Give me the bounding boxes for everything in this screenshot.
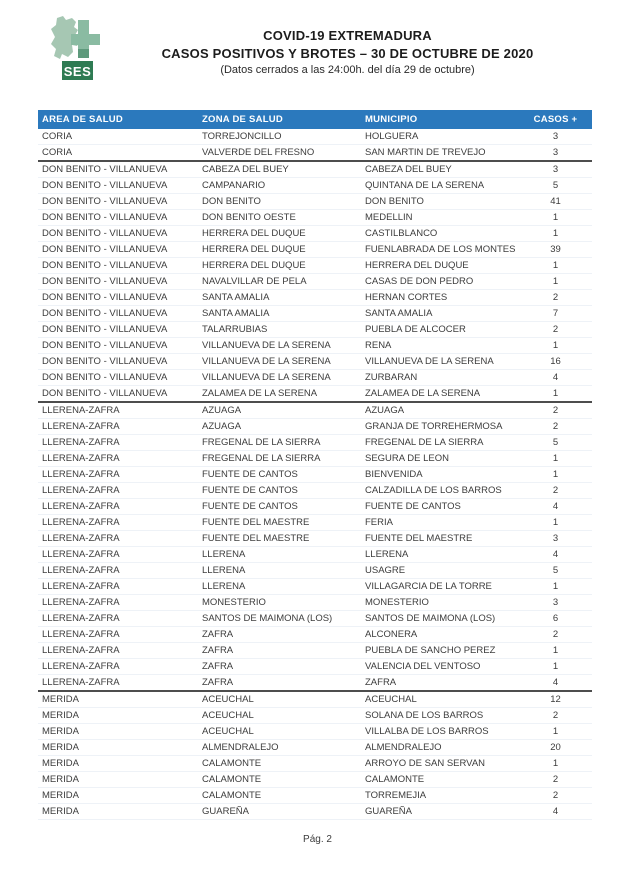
table-row: [38, 386, 592, 403]
table-row: [38, 515, 592, 531]
municipio-cell: ZURBARAN: [361, 370, 519, 386]
zona-cell: VALVERDE DEL FRESNO: [198, 145, 361, 162]
table-row: [38, 145, 592, 162]
area-cell: DON BENITO - VILLANUEVA: [38, 274, 198, 290]
zona-cell: FREGENAL DE LA SIERRA: [198, 435, 361, 451]
table-row: [38, 499, 592, 515]
zona-cell: FUENTE DEL MAESTRE: [198, 531, 361, 547]
casos-cell: 5: [519, 435, 592, 451]
area-cell: LLERENA-ZAFRA: [38, 611, 198, 627]
casos-cell: 5: [519, 178, 592, 194]
zona-cell: ZAFRA: [198, 659, 361, 675]
area-cell: DON BENITO - VILLANUEVA: [38, 338, 198, 354]
table-row: [38, 659, 592, 675]
casos-cell: 4: [519, 370, 592, 386]
table-row: [38, 531, 592, 547]
municipio-cell: SANTOS DE MAIMONA (LOS): [361, 611, 519, 627]
casos-cell: 1: [519, 659, 592, 675]
area-cell: DON BENITO - VILLANUEVA: [38, 322, 198, 338]
municipio-cell: CASAS DE DON PEDRO: [361, 274, 519, 290]
column-header-casos: CASOS +: [519, 110, 592, 129]
municipio-cell: ZAFRA: [361, 675, 519, 692]
ses-logo-text: SES: [63, 64, 92, 79]
table-row: [38, 467, 592, 483]
document-title: COVID-19 EXTREMADURA: [263, 28, 432, 43]
table-row: [38, 643, 592, 659]
area-cell: DON BENITO - VILLANUEVA: [38, 242, 198, 258]
zona-cell: CABEZA DEL BUEY: [198, 161, 361, 178]
zona-cell: FUENTE DE CANTOS: [198, 467, 361, 483]
zona-cell: AZUAGA: [198, 402, 361, 419]
table-row: [38, 354, 592, 370]
zona-cell: FUENTE DE CANTOS: [198, 483, 361, 499]
zona-cell: LLERENA: [198, 563, 361, 579]
municipio-cell: VILLAGARCIA DE LA TORRE: [361, 579, 519, 595]
casos-cell: 1: [519, 274, 592, 290]
area-cell: LLERENA-ZAFRA: [38, 643, 198, 659]
table-row: [38, 611, 592, 627]
casos-cell: 1: [519, 724, 592, 740]
municipio-cell: CABEZA DEL BUEY: [361, 161, 519, 178]
municipio-cell: VILLALBA DE LOS BARROS: [361, 724, 519, 740]
casos-cell: 3: [519, 129, 592, 145]
area-group: [38, 402, 592, 691]
casos-cell: 2: [519, 708, 592, 724]
table-row: [38, 756, 592, 772]
municipio-cell: QUINTANA DE LA SERENA: [361, 178, 519, 194]
zona-cell: ACEUCHAL: [198, 708, 361, 724]
municipio-cell: LLERENA: [361, 547, 519, 563]
table-row: [38, 258, 592, 274]
zona-cell: HERRERA DEL DUQUE: [198, 226, 361, 242]
area-cell: MERIDA: [38, 740, 198, 756]
table-row: [38, 627, 592, 643]
municipio-cell: VALENCIA DEL VENTOSO: [361, 659, 519, 675]
casos-cell: 39: [519, 242, 592, 258]
area-cell: LLERENA-ZAFRA: [38, 531, 198, 547]
area-group: [38, 161, 592, 402]
table-row: [38, 306, 592, 322]
table-row: [38, 547, 592, 563]
municipio-cell: FERIA: [361, 515, 519, 531]
table-row: [38, 290, 592, 306]
municipio-cell: BIENVENIDA: [361, 467, 519, 483]
casos-cell: 6: [519, 611, 592, 627]
area-cell: LLERENA-ZAFRA: [38, 547, 198, 563]
table-row: [38, 788, 592, 804]
table-row: [38, 675, 592, 692]
table-row: [38, 370, 592, 386]
zona-cell: ZAFRA: [198, 627, 361, 643]
municipio-cell: RENA: [361, 338, 519, 354]
area-cell: LLERENA-ZAFRA: [38, 627, 198, 643]
zona-cell: FREGENAL DE LA SIERRA: [198, 451, 361, 467]
data-closing-note: (Datos cerrados a las 24:00h. del día 29 de octubre): [220, 64, 475, 76]
table-row: [38, 161, 592, 178]
table-row: [38, 210, 592, 226]
zona-cell: GUAREÑA: [198, 804, 361, 820]
area-cell: LLERENA-ZAFRA: [38, 563, 198, 579]
table-row: [38, 194, 592, 210]
municipio-cell: PUEBLA DE SANCHO PEREZ: [361, 643, 519, 659]
zona-cell: CALAMONTE: [198, 788, 361, 804]
municipio-cell: FUENTE DEL MAESTRE: [361, 531, 519, 547]
casos-cell: 1: [519, 451, 592, 467]
municipio-cell: GUAREÑA: [361, 804, 519, 820]
table-row: [38, 178, 592, 194]
zona-cell: CALAMONTE: [198, 772, 361, 788]
table-row: [38, 274, 592, 290]
table-row: [38, 804, 592, 820]
zona-cell: ZALAMEA DE LA SERENA: [198, 386, 361, 403]
zona-cell: FUENTE DE CANTOS: [198, 499, 361, 515]
casos-cell: 2: [519, 788, 592, 804]
area-cell: CORIA: [38, 129, 198, 145]
municipio-cell: GRANJA DE TORREHERMOSA: [361, 419, 519, 435]
zona-cell: NAVALVILLAR DE PELA: [198, 274, 361, 290]
table-row: [38, 563, 592, 579]
area-cell: LLERENA-ZAFRA: [38, 435, 198, 451]
municipio-cell: ALMENDRALEJO: [361, 740, 519, 756]
municipio-cell: FUENLABRADA DE LOS MONTES: [361, 242, 519, 258]
table-row: [38, 419, 592, 435]
municipio-cell: MEDELLIN: [361, 210, 519, 226]
area-cell: LLERENA-ZAFRA: [38, 675, 198, 692]
area-cell: DON BENITO - VILLANUEVA: [38, 306, 198, 322]
casos-cell: 2: [519, 483, 592, 499]
area-cell: MERIDA: [38, 724, 198, 740]
zona-cell: VILLANUEVA DE LA SERENA: [198, 354, 361, 370]
area-cell: LLERENA-ZAFRA: [38, 451, 198, 467]
municipio-cell: SOLANA DE LOS BARROS: [361, 708, 519, 724]
area-cell: MERIDA: [38, 708, 198, 724]
casos-cell: 2: [519, 419, 592, 435]
municipio-cell: SAN MARTIN DE TREVEJO: [361, 145, 519, 162]
zona-cell: ALMENDRALEJO: [198, 740, 361, 756]
municipio-cell: CALAMONTE: [361, 772, 519, 788]
casos-cell: 1: [519, 210, 592, 226]
table-row: [38, 451, 592, 467]
zona-cell: ZAFRA: [198, 643, 361, 659]
zona-cell: HERRERA DEL DUQUE: [198, 258, 361, 274]
casos-cell: 2: [519, 772, 592, 788]
area-cell: DON BENITO - VILLANUEVA: [38, 370, 198, 386]
casos-cell: 4: [519, 499, 592, 515]
table-row: [38, 483, 592, 499]
zona-cell: HERRERA DEL DUQUE: [198, 242, 361, 258]
casos-cell: 1: [519, 643, 592, 659]
zona-cell: SANTA AMALIA: [198, 306, 361, 322]
municipio-cell: DON BENITO: [361, 194, 519, 210]
area-cell: LLERENA-ZAFRA: [38, 483, 198, 499]
municipio-cell: TORREMEJIA: [361, 788, 519, 804]
casos-cell: 20: [519, 740, 592, 756]
area-cell: DON BENITO - VILLANUEVA: [38, 258, 198, 274]
zona-cell: FUENTE DEL MAESTRE: [198, 515, 361, 531]
table-row: [38, 691, 592, 708]
municipio-cell: FUENTE DE CANTOS: [361, 499, 519, 515]
casos-cell: 4: [519, 804, 592, 820]
zona-cell: SANTA AMALIA: [198, 290, 361, 306]
zona-cell: LLERENA: [198, 547, 361, 563]
casos-cell: 3: [519, 145, 592, 162]
municipio-cell: AZUAGA: [361, 402, 519, 419]
casos-cell: 2: [519, 322, 592, 338]
casos-cell: 5: [519, 563, 592, 579]
casos-cell: 3: [519, 595, 592, 611]
zona-cell: ZAFRA: [198, 675, 361, 692]
casos-cell: 2: [519, 627, 592, 643]
casos-cell: 1: [519, 226, 592, 242]
area-cell: DON BENITO - VILLANUEVA: [38, 178, 198, 194]
zona-cell: ACEUCHAL: [198, 691, 361, 708]
casos-cell: 16: [519, 354, 592, 370]
casos-cell: 4: [519, 675, 592, 692]
municipio-cell: ALCONERA: [361, 627, 519, 643]
table-row: [38, 402, 592, 419]
zona-cell: TALARRUBIAS: [198, 322, 361, 338]
area-cell: LLERENA-ZAFRA: [38, 579, 198, 595]
casos-cell: 12: [519, 691, 592, 708]
municipio-cell: VILLANUEVA DE LA SERENA: [361, 354, 519, 370]
area-group: [38, 691, 592, 820]
table-row: [38, 772, 592, 788]
area-cell: CORIA: [38, 145, 198, 162]
municipio-cell: ARROYO DE SAN SERVAN: [361, 756, 519, 772]
area-cell: MERIDA: [38, 788, 198, 804]
column-header-municipio: MUNICIPIO: [361, 110, 519, 129]
area-cell: LLERENA-ZAFRA: [38, 419, 198, 435]
area-cell: LLERENA-ZAFRA: [38, 659, 198, 675]
area-cell: DON BENITO - VILLANUEVA: [38, 194, 198, 210]
zona-cell: VILLANUEVA DE LA SERENA: [198, 338, 361, 354]
casos-cell: 1: [519, 467, 592, 483]
casos-cell: 1: [519, 579, 592, 595]
casos-cell: 1: [519, 258, 592, 274]
municipio-cell: FREGENAL DE LA SIERRA: [361, 435, 519, 451]
area-cell: MERIDA: [38, 756, 198, 772]
area-cell: MERIDA: [38, 691, 198, 708]
cases-table: [38, 110, 592, 820]
area-cell: MERIDA: [38, 772, 198, 788]
page-number: Pág. 2: [303, 834, 332, 845]
municipio-cell: CALZADILLA DE LOS BARROS: [361, 483, 519, 499]
area-cell: DON BENITO - VILLANUEVA: [38, 210, 198, 226]
zona-cell: VILLANUEVA DE LA SERENA: [198, 370, 361, 386]
zona-cell: MONESTERIO: [198, 595, 361, 611]
table-row: [38, 740, 592, 756]
column-header-zona: ZONA DE SALUD: [198, 110, 361, 129]
table-row: [38, 579, 592, 595]
document-header: [30, 28, 635, 76]
column-header-area: AREA DE SALUD: [38, 110, 198, 129]
municipio-cell: HOLGUERA: [361, 129, 519, 145]
area-cell: LLERENA-ZAFRA: [38, 467, 198, 483]
casos-cell: 1: [519, 386, 592, 403]
zona-cell: CAMPANARIO: [198, 178, 361, 194]
table-row: [38, 226, 592, 242]
municipio-cell: HERRERA DEL DUQUE: [361, 258, 519, 274]
zona-cell: DON BENITO: [198, 194, 361, 210]
municipio-cell: USAGRE: [361, 563, 519, 579]
municipio-cell: PUEBLA DE ALCOCER: [361, 322, 519, 338]
area-cell: MERIDA: [38, 804, 198, 820]
casos-cell: 41: [519, 194, 592, 210]
casos-cell: 1: [519, 756, 592, 772]
area-cell: LLERENA-ZAFRA: [38, 499, 198, 515]
casos-cell: 2: [519, 290, 592, 306]
area-cell: LLERENA-ZAFRA: [38, 515, 198, 531]
casos-cell: 1: [519, 338, 592, 354]
zona-cell: SANTOS DE MAIMONA (LOS): [198, 611, 361, 627]
table-row: [38, 708, 592, 724]
zona-cell: LLERENA: [198, 579, 361, 595]
zona-cell: AZUAGA: [198, 419, 361, 435]
casos-cell: 7: [519, 306, 592, 322]
casos-cell: 3: [519, 161, 592, 178]
zona-cell: CALAMONTE: [198, 756, 361, 772]
table-row: [38, 322, 592, 338]
casos-cell: 1: [519, 515, 592, 531]
zona-cell: ACEUCHAL: [198, 724, 361, 740]
area-cell: LLERENA-ZAFRA: [38, 402, 198, 419]
table-row: [38, 242, 592, 258]
municipio-cell: SEGURA DE LEON: [361, 451, 519, 467]
table-row: [38, 595, 592, 611]
casos-cell: 3: [519, 531, 592, 547]
table-row: [38, 338, 592, 354]
municipio-cell: SANTA AMALIA: [361, 306, 519, 322]
area-cell: DON BENITO - VILLANUEVA: [38, 226, 198, 242]
document-subtitle: CASOS POSITIVOS Y BROTES – 30 DE OCTUBRE DE 2020: [161, 46, 534, 61]
table-row: [38, 435, 592, 451]
municipio-cell: ZALAMEA DE LA SERENA: [361, 386, 519, 403]
area-cell: LLERENA-ZAFRA: [38, 595, 198, 611]
table-row: [38, 129, 592, 145]
casos-cell: 4: [519, 547, 592, 563]
municipio-cell: MONESTERIO: [361, 595, 519, 611]
zona-cell: DON BENITO OESTE: [198, 210, 361, 226]
casos-cell: 2: [519, 402, 592, 419]
area-cell: DON BENITO - VILLANUEVA: [38, 161, 198, 178]
area-cell: DON BENITO - VILLANUEVA: [38, 354, 198, 370]
municipio-cell: CASTILBLANCO: [361, 226, 519, 242]
area-cell: DON BENITO - VILLANUEVA: [38, 386, 198, 403]
table-header-row: [38, 110, 592, 129]
municipio-cell: HERNAN CORTES: [361, 290, 519, 306]
table-row: [38, 724, 592, 740]
area-group: [38, 129, 592, 161]
area-cell: DON BENITO - VILLANUEVA: [38, 290, 198, 306]
municipio-cell: ACEUCHAL: [361, 691, 519, 708]
zona-cell: TORREJONCILLO: [198, 129, 361, 145]
